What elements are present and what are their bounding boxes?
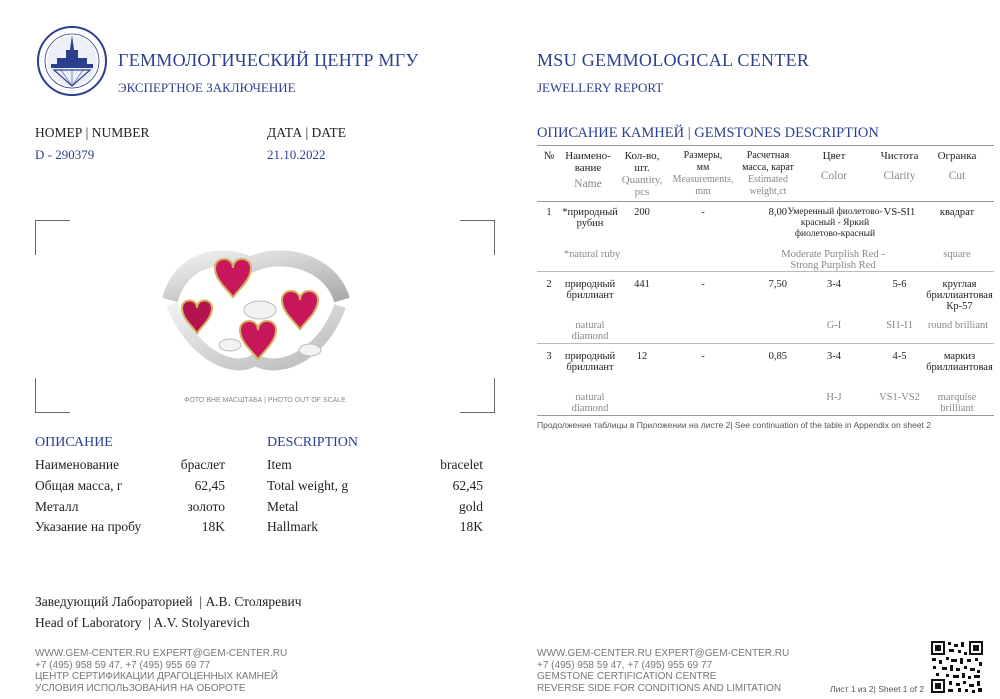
footer-ru bbox=[35, 648, 287, 694]
footer-en bbox=[537, 648, 789, 694]
row-clarity-ru: 4-5 bbox=[892, 351, 907, 362]
photo-frame-corner bbox=[35, 378, 70, 413]
row-clarity-en: VS1-VS2 bbox=[879, 392, 920, 403]
row-name-en: natural diamond bbox=[571, 392, 609, 414]
desc-ru-value: браслет bbox=[180, 457, 225, 472]
footer-en-line: +7 (495) 958 59 47, +7 (495) 955 69 77 bbox=[537, 659, 713, 671]
row-color-en: H-J bbox=[826, 392, 842, 403]
table-rule bbox=[537, 145, 994, 146]
row-qty: 200 bbox=[634, 207, 650, 218]
desc-ru-value: 18K bbox=[201, 519, 225, 534]
footer-en-line: WWW.GEM-CENTER.RU EXPERT@GEM-CENTER.RU bbox=[537, 648, 790, 659]
col-header-color: Цвет Color bbox=[820, 150, 848, 182]
row-weight: 7,50 bbox=[768, 279, 787, 290]
gemstones-heading: ОПИСАНИЕ КАМНЕЙ | GEMSTONES DESCRIPTION bbox=[537, 125, 879, 141]
description-heading-ru: ОПИСАНИЕ bbox=[35, 435, 113, 450]
gemstones-table bbox=[537, 145, 994, 415]
report-number: D - 290379 bbox=[35, 147, 95, 162]
row-size: - bbox=[701, 207, 705, 218]
desc-en-value: 62,45 bbox=[452, 478, 483, 493]
photo-frame-corner bbox=[460, 378, 495, 413]
photo-caption: ФОТО ВНЕ МАСШТАБА | PHOTO OUT OF SCALE bbox=[184, 397, 346, 404]
col-header-weight: Расчетная масса, карат Estimated weight,ct bbox=[742, 150, 794, 197]
desc-en-value: bracelet bbox=[440, 457, 483, 472]
report-date: 21.10.2022 bbox=[267, 147, 326, 162]
desc-en-value: 18K bbox=[459, 519, 483, 534]
photo-frame-corner bbox=[460, 220, 495, 255]
desc-ru-label: Указание на пробу bbox=[35, 519, 142, 534]
header-title-en: MSU GEMMOLOGICAL CENTER bbox=[537, 50, 810, 70]
desc-en-label: Item bbox=[267, 457, 292, 472]
header-subtitle-en: JEWELLERY REPORT bbox=[537, 80, 664, 95]
table-rule bbox=[537, 271, 994, 272]
row-name-en: *natural ruby bbox=[563, 249, 621, 260]
desc-en-label: Metal bbox=[267, 499, 299, 514]
row-size: - bbox=[701, 351, 705, 362]
row-weight: 0,85 bbox=[768, 351, 787, 362]
msu-logo-icon bbox=[37, 26, 107, 96]
row-cut-ru: квадрат bbox=[939, 207, 975, 218]
footer-en-line: GEMSTONE CERTIFICATION CENTRE bbox=[537, 671, 717, 682]
row-no: 3 bbox=[546, 351, 552, 362]
row-weight: 8,00 bbox=[768, 207, 787, 218]
col-header-size: Размеры, мм Measurements, mm bbox=[672, 150, 734, 197]
col-header-cut: Огранка Cut bbox=[937, 150, 977, 182]
row-cut-ru: круглая бриллиантовая Кр-57 bbox=[926, 279, 993, 312]
signature-en: Head of Laboratory | A.V. Stolyarevich bbox=[35, 615, 250, 630]
header-title-ru: ГЕММОЛОГИЧЕСКИЙ ЦЕНТР МГУ bbox=[118, 50, 419, 70]
desc-en-label: Hallmark bbox=[267, 519, 318, 534]
row-color-ru: 3-4 bbox=[827, 279, 841, 290]
row-cut-en: marquise brilliant bbox=[937, 392, 977, 414]
desc-en-value: gold bbox=[458, 499, 483, 514]
qr-code-icon bbox=[930, 640, 984, 694]
row-qty: 12 bbox=[636, 351, 648, 362]
footer-ru-line: УСЛОВИЯ ИСПОЛЬЗОВАНИЯ НА ОБОРОТЕ bbox=[35, 682, 246, 694]
row-color-en: G-I bbox=[826, 320, 842, 331]
row-name-ru: *природный рубин bbox=[562, 207, 618, 229]
row-cut-en: square bbox=[943, 249, 971, 260]
col-header-no: № bbox=[543, 150, 555, 162]
date-label: ДАТА | DATE bbox=[267, 125, 347, 140]
row-cut-en: round brilliant bbox=[927, 320, 989, 331]
table-rule bbox=[537, 201, 994, 202]
number-label: НОМЕР | NUMBER bbox=[35, 125, 150, 140]
row-name-en: natural diamond bbox=[571, 320, 609, 342]
col-header-qty: Кол-во, шт. Quantity, pcs bbox=[621, 150, 663, 198]
footer-en-line: REVERSE SIDE FOR CONDITIONS AND LIMITATION bbox=[537, 682, 782, 694]
table-continuation-note: Продолжение таблицы в Приложении на листе 2| See continuation of the table in Appendix on sheet 2 bbox=[537, 420, 932, 430]
row-clarity-en: SI1-I1 bbox=[886, 320, 913, 331]
desc-ru-value: 62,45 bbox=[194, 478, 225, 493]
row-color-ru: Умеренный фиолетово- красный - Яркий фиолетово-красный bbox=[787, 207, 883, 239]
row-color-ru: 3-4 bbox=[827, 351, 841, 362]
row-name-ru: природный бриллиант bbox=[564, 351, 616, 373]
row-clarity-ru: VS-SI1 bbox=[883, 207, 916, 218]
row-color-en: Moderate Purplish Red - Strong Purplish Red bbox=[781, 249, 885, 271]
footer-ru-line: WWW.GEM-CENTER.RU EXPERT@GEM-CENTER.RU bbox=[35, 648, 288, 659]
row-name-ru: природный бриллиант bbox=[564, 279, 616, 301]
row-clarity-ru: 5-6 bbox=[892, 279, 907, 290]
description-heading-en: DESCRIPTION bbox=[267, 435, 359, 450]
table-rule bbox=[537, 343, 994, 344]
header-subtitle-ru: ЭКСПЕРТНОЕ ЗАКЛЮЧЕНИЕ bbox=[118, 80, 296, 95]
row-qty: 441 bbox=[634, 279, 650, 290]
desc-en-label: Total weight, g bbox=[267, 478, 349, 493]
col-header-name: Наимено- вание Name bbox=[565, 150, 611, 190]
photo-frame-corner bbox=[35, 220, 70, 255]
desc-ru-label: Металл bbox=[35, 499, 79, 514]
table-rule bbox=[537, 415, 994, 416]
row-size: - bbox=[701, 279, 705, 290]
footer-ru-line: ЦЕНТР СЕРТИФИКАЦИИ ДРАГОЦЕННЫХ КАМНЕЙ bbox=[35, 671, 278, 682]
signature-ru: Заведующий Лабораторией | А.В. Столяревич bbox=[35, 594, 302, 609]
row-no: 1 bbox=[546, 207, 552, 218]
row-no: 2 bbox=[546, 279, 552, 290]
row-cut-ru: маркиз бриллиантовая bbox=[926, 351, 993, 373]
desc-ru-label: Наименование bbox=[35, 457, 120, 472]
bracelet-photo bbox=[160, 240, 350, 385]
footer-ru-line: +7 (495) 958 59 47, +7 (495) 955 69 77 bbox=[35, 659, 211, 671]
desc-ru-label: Общая масса, г bbox=[35, 478, 123, 493]
desc-ru-value: золото bbox=[187, 499, 225, 514]
sheet-number: Лист 1 из 2| Sheet 1 of 2 bbox=[830, 684, 925, 694]
col-header-clarity: Чистота Clarity bbox=[880, 150, 919, 182]
